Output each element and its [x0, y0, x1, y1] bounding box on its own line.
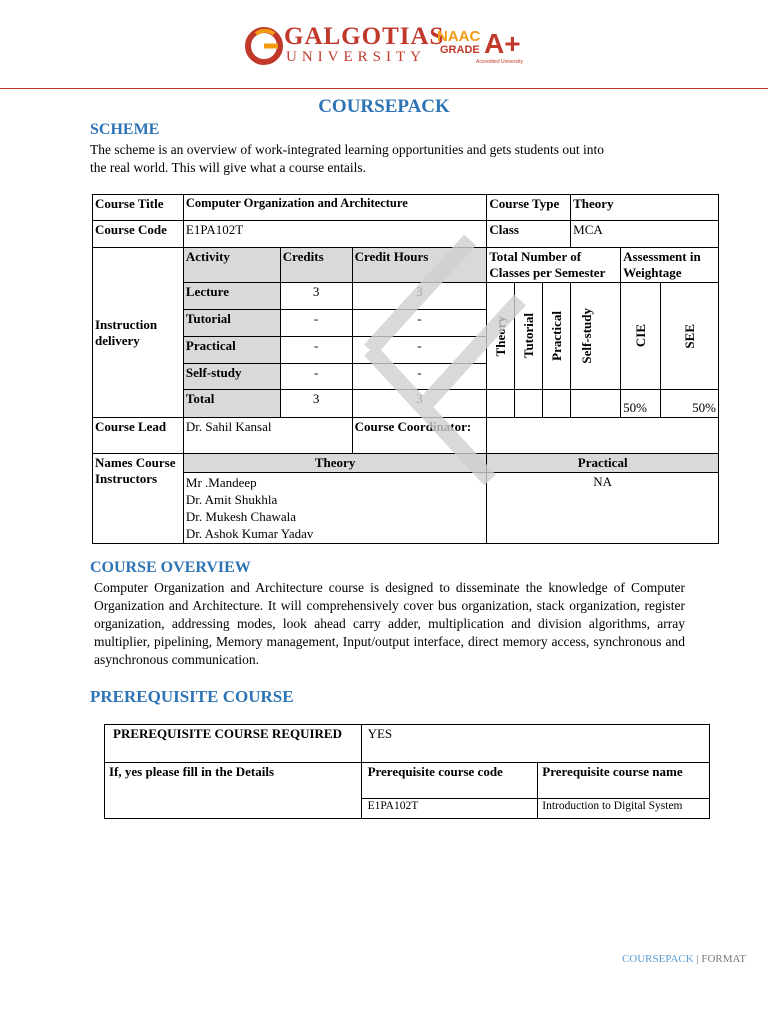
hours-practical: - [352, 337, 487, 364]
naac-label: NAAC [437, 28, 481, 45]
vertical-header-cie: CIE [632, 324, 648, 348]
prerequisite-code-header: Prerequisite course code [361, 763, 538, 799]
logo-text: GALGOTIAS [284, 23, 445, 50]
instructor-item: Dr. Amit Shukhla [185, 492, 278, 507]
footer-format: FORMAT [701, 953, 746, 965]
credits-practical: - [280, 337, 352, 364]
activity-header: Activity [183, 248, 280, 283]
hours-total: 3 [352, 390, 487, 418]
activity-total: Total [183, 390, 280, 418]
vertical-header-practical: Practical [548, 311, 564, 361]
class-value: MCA [571, 221, 719, 248]
footer [622, 953, 746, 965]
course-code-label: Course Code [93, 221, 184, 248]
footer-separator: | [696, 953, 699, 965]
footer-coursepack: COURSEPACK [621, 953, 694, 965]
practical-header: Practical [487, 454, 719, 473]
course-lead-label: Course Lead [93, 418, 184, 454]
instruction-delivery-label: Instruction delivery [93, 248, 184, 418]
course-table [92, 194, 719, 544]
vertical-header-self-study: Self-study [578, 308, 594, 364]
activity-self-study: Self-study [183, 364, 280, 390]
course-code-value: E1PA102T [183, 221, 486, 248]
assessment-header: Assessment in Weightage [621, 248, 719, 283]
hours-tutorial: - [352, 310, 487, 337]
instructor-list [183, 473, 486, 544]
scheme-text [90, 141, 690, 177]
course-lead-value: Dr. Sahil Kansal [183, 418, 352, 454]
course-title-label: Course Title [93, 195, 184, 221]
details-label: If, yes please fill in the Details [105, 763, 362, 819]
accredited-label: Accredited University [476, 59, 523, 65]
vertical-header-tutorial: Tutorial [520, 313, 536, 359]
grade-mark: A+ [484, 28, 521, 59]
hours-lecture: 3 [352, 283, 487, 310]
credits-header: Credits [280, 248, 352, 283]
prerequisite-heading: PREREQUISITE COURSE [90, 687, 294, 706]
scheme-text-line-1: The scheme is an overview of work-integrated learning opportunities and gets students out into [90, 142, 604, 157]
activity-lecture: Lecture [183, 283, 280, 310]
header-divider [0, 88, 768, 89]
prerequisite-name-value: Introduction to Digital System [538, 799, 710, 819]
credit-hours-header: Credit Hours [352, 248, 487, 283]
prerequisite-table [104, 724, 710, 819]
theory-header: Theory [183, 454, 486, 473]
overview-heading: COURSE OVERVIEW [90, 559, 251, 576]
class-label: Class [487, 221, 571, 248]
grade-label: GRADE [440, 44, 480, 56]
prerequisite-code-value: E1PA102T [361, 799, 538, 819]
total-classes-header: Total Number of Classes per Semester [487, 248, 621, 283]
credits-tutorial: - [280, 310, 352, 337]
course-title-value: Computer Organization and Architecture [183, 195, 486, 221]
logo-subtext: UNIVERSITY [286, 49, 426, 65]
course-type-value: Theory [571, 195, 719, 221]
vertical-header-see: SEE [681, 323, 697, 349]
cie-value: 50% [621, 390, 661, 418]
instructor-item: Dr. Mukesh Chawala [185, 509, 297, 524]
practical-instructor-value: NA [487, 473, 719, 544]
hours-self-study: - [352, 364, 487, 390]
vertical-header-theory: Theory [492, 315, 508, 357]
scheme-text-line-2: the real world. This will give what a course entails. [90, 160, 367, 175]
course-type-label: Course Type [487, 195, 571, 221]
credits-self-study: - [280, 364, 352, 390]
prerequisite-required-value: YES [361, 725, 709, 763]
see-value: 50% [661, 390, 719, 418]
coordinator-label: Course Coordinator: [352, 418, 487, 454]
prerequisite-name-header: Prerequisite course name [538, 763, 710, 799]
scheme-heading: SCHEME [90, 121, 160, 138]
activity-practical: Practical [183, 337, 280, 364]
prerequisite-required-label: PREREQUISITE COURSE REQUIRED [105, 725, 362, 763]
instructors-label: Names Course Instructors [93, 454, 184, 544]
credits-lecture: 3 [280, 283, 352, 310]
instructor-item: Dr. Ashok Kumar Yadav [185, 526, 314, 541]
page-title: COURSEPACK [318, 96, 450, 117]
overview-text: Computer Organization and Architecture course is designed to disseminate the knowledge of Computer Organization and Architecture. It will comprehensively cover bus organization, stack organization, register organization, addressing modes, look ahead carry adder, multiplication and division algorithms, array multiplier, pipelining, Memory management, Input/output interface, direct memory access, synchronous and asynchronous communication. [94, 580, 685, 667]
credits-total: 3 [280, 390, 352, 418]
instructor-item: Mr .Mandeep [185, 475, 257, 490]
activity-tutorial: Tutorial [183, 310, 280, 337]
